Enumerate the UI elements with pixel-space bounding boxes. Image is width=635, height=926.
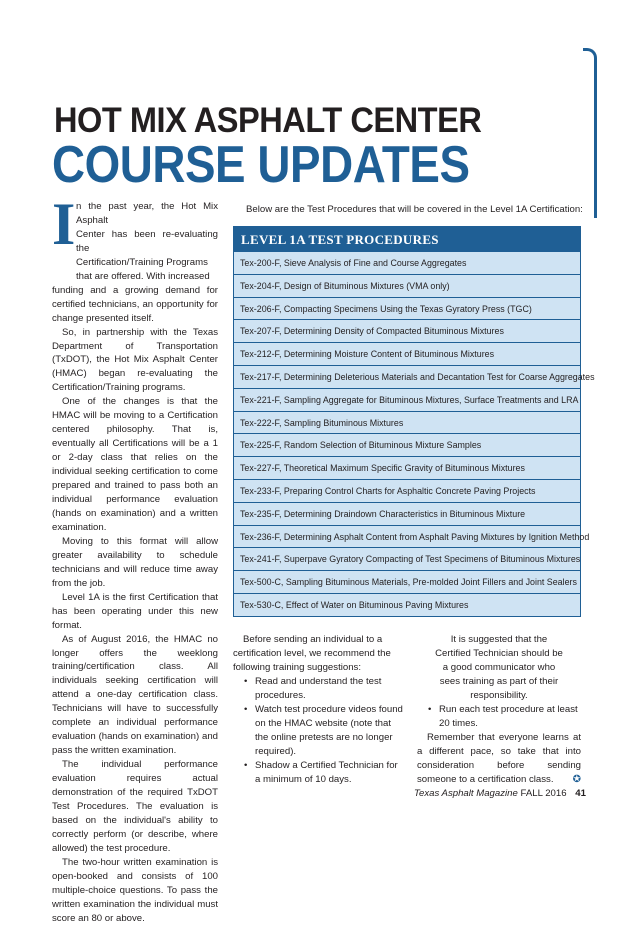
test-procedures-table [233,226,595,617]
paragraph-7: The individual performance evaluation requires actual demonstration of the required TxDOT Test Procedures. The evaluation is based on the individual's ability to correctly perform (or describe, where allowed) the test procedure. [52,759,218,854]
end-of-article-icon: ✪ [572,773,581,785]
table-row: Tex-207-F, Determining Density of Compacted Bituminous Mixtures [234,319,580,342]
table-row: Tex-227-F, Theoretical Maximum Specific Gravity of Bituminous Mixtures [234,456,580,479]
page-footer [414,788,586,799]
issue-label: FALL 2016 [520,788,567,799]
table-row: Tex-235-F, Determining Draindown Characteristics in Bituminous Mixture [234,502,580,525]
table-header: LEVEL 1A TEST PROCEDURES [234,227,580,251]
drop-cap-letter: I [52,191,76,257]
drop-cap-block [52,191,218,284]
cap-line-1: n the past year, the Hot Mix Asphalt [76,201,218,226]
centered-line: responsibility. [470,689,528,701]
paragraph-1-rest: funding and a growing demand for certified technicians, an opportunity for change presented itself. [52,284,218,324]
decorative-frame-corner [583,48,597,218]
table-row: Tex-221-F, Sampling Aggregate for Bituminous Mixtures, Surface Treatments and LRA [234,388,580,411]
closing-text: Remember that everyone learns at a different pace, so take that into consideration before sending someone to a certification class. [417,731,581,785]
table-row: Tex-225-F, Random Selection of Bituminous Mixture Samples [234,433,580,456]
table-row: Tex-204-F, Design of Bituminous Mixtures (VMA only) [234,274,580,297]
bullet-icon: • [244,759,248,771]
right-article-column [417,633,581,786]
table-row: Tex-530-C, Effect of Water on Bituminous Paving Mixtures [234,593,580,616]
bullet-icon: • [244,675,248,687]
cap-line-2: Center has been re-evaluating the [76,228,218,254]
left-article-column [52,191,218,926]
list-item [417,703,581,731]
paragraph-3: One of the changes is that the HMAC will be moving to a Certification centered philosophy. That is, eventually all Certifications will be a 1 or 2-day class that relies on the individual seeking certification to come prepared and trained to pass both an individual performance evaluation (hands on examination) and a written examination. [52,396,218,533]
list-item [233,759,403,787]
centered-line: Certified Technician should be [435,647,563,659]
bullet-icon: • [428,703,432,715]
bullet-text: Shadow a Certified Technician for a minimum of 10 days. [255,759,398,785]
cap-line-4: that are offered. With increased [76,270,210,282]
title-line-1: HOT MIX ASPHALT CENTER [54,101,482,140]
table-row: Tex-233-F, Preparing Control Charts for Asphaltic Concrete Paving Projects [234,479,580,502]
table-row: Tex-236-F, Determining Asphalt Content from Asphalt Paving Mixtures by Ignition Method [234,525,580,548]
paragraph-8: The two-hour written examination is open-booked and consists of 100 multiple-choice questions. To pass the written examination the individual must score an 80 or above. [52,856,218,924]
paragraph-6: As of August 2016, the HMAC no longer offers the weeklong training/certification class. All individuals seeking certification will attend a one-day certification class. Technicians will have to successfully complete an individual performance evaluation (hands on examination) and pass the written examination. [52,633,218,757]
suggestions-list [233,675,403,787]
list-item [233,675,403,703]
table-row: Tex-500-C, Sampling Bituminous Materials, Pre-molded Joint Fillers and Joint Sealers [234,570,580,593]
list-item [233,703,403,759]
table-row: Tex-241-F, Superpave Gyratory Compacting of Test Specimens of Bituminous Mixtures [234,547,580,570]
closing-paragraph [417,731,581,787]
table-row: Tex-200-F, Sieve Analysis of Fine and Course Aggregates [234,251,580,274]
table-row: Tex-212-F, Determining Moisture Content of Bituminous Mixtures [234,342,580,365]
suggestions-intro: Before sending an individual to a certification level, we recommend the following training suggestions: [233,634,391,673]
bullet-text: Watch test procedure videos found on the HMAC website (note that the online pretests are no longer required). [255,703,403,757]
paragraph-4: Moving to this format will allow greater availability to schedule technicians and will reduce time away from the job. [52,535,218,589]
centered-line: a good communicator who [442,661,556,673]
middle-article-column [233,633,403,786]
paragraph-5: Level 1A is the first Certification that has been operating under this new format. [52,591,218,631]
paragraph-2: So, in partnership with the Texas Department of Transportation (TxDOT), the Hot Mix Asphalt Center (HMAC) began re-evaluating the Certification/Training programs. [52,326,218,394]
table-row: Tex-217-F, Determining Deleterious Materials and Decantation Test for Coarse Aggregates [234,365,580,388]
table-row: Tex-222-F, Sampling Bituminous Mixtures [234,411,580,434]
centered-line: It is suggested that the [450,634,548,645]
magazine-name: Texas Asphalt Magazine [414,788,518,799]
table-row: Tex-206-F, Compacting Specimens Using the Texas Gyratory Press (TGC) [234,297,580,320]
centered-line: sees training as part of their [439,675,559,687]
bullet-text: Read and understand the test procedures. [255,675,382,701]
cap-line-3: Certification/Training Programs [76,256,208,268]
bullet-icon: • [244,703,248,715]
practice-list [417,703,581,731]
bullet-text: Run each test procedure at least 20 times. [439,703,578,729]
title-line-2: COURSE UPDATES [52,136,470,194]
table-intro: Below are the Test Procedures that will be covered in the Level 1A Certification: [246,204,583,215]
page-number: 41 [575,788,586,799]
